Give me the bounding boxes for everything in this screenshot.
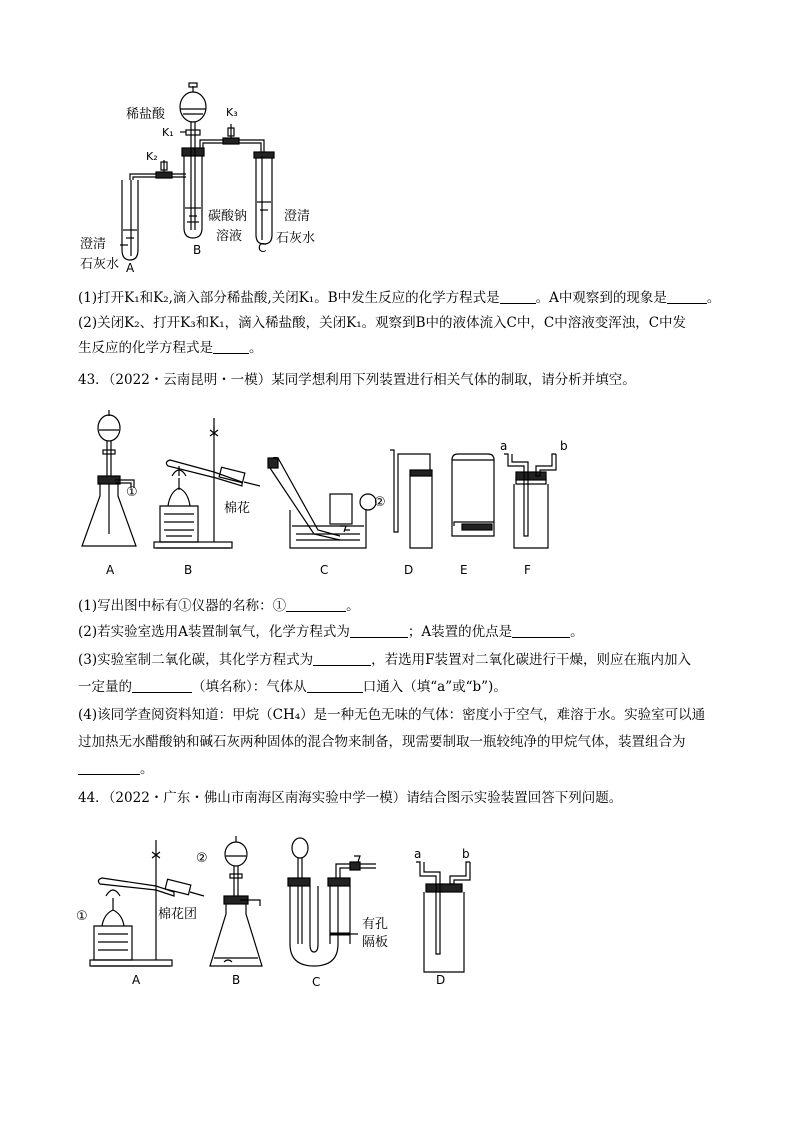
q43-header: 43．（2022・云南昆明・一模）某同学想利用下列装置进行相关气体的制取，请分析并填空。: [78, 372, 636, 388]
q43-part2: (2)若实验室选用A装置制氧气，化学方程式为 ；A装置的优点是 。: [78, 624, 584, 640]
label-d: D: [404, 563, 414, 577]
label-c: C: [320, 563, 329, 577]
apparatus-d: [416, 862, 470, 972]
port-a-label: a: [414, 847, 422, 861]
circle-2: ②: [374, 495, 386, 510]
label-d: D: [436, 973, 446, 987]
answer-blank[interactable]: [350, 623, 408, 638]
answer-blank[interactable]: [313, 651, 371, 666]
tube-b-to-c: [200, 124, 264, 156]
figure-42-apparatus: [76, 80, 336, 280]
label-a: A: [132, 973, 141, 987]
answer-blank[interactable]: [132, 678, 192, 693]
limewater-a-label-2: 石灰水: [80, 257, 120, 272]
label-e: E: [460, 563, 468, 577]
circle-2: ②: [196, 851, 208, 866]
tube-a-label: A: [126, 261, 135, 275]
q43-part4-end: 。: [78, 759, 738, 779]
cotton-label: 棉花团: [158, 907, 198, 922]
answer-blank[interactable]: [667, 289, 707, 304]
q44-header: 44．（2022・广东・佛山市南海区南海实验中学一模）请结合图示实验装置回答下列问题。: [78, 790, 623, 806]
answer-blank[interactable]: [286, 597, 346, 612]
test-tube-a: [120, 180, 138, 260]
k2-label: K₂: [146, 150, 158, 163]
apparatus-c: [268, 458, 376, 549]
figure-43-apparatus: [74, 406, 584, 582]
apparatus-b: [154, 418, 260, 548]
label-c: C: [312, 975, 321, 989]
circle-1: ①: [76, 909, 88, 924]
answer-blank[interactable]: [78, 760, 140, 775]
acid-label: 稀盐酸: [126, 107, 166, 122]
q43-part4-cont: 过加热无水醋酸钠和碱石灰两种固体的混合物来制备，现需要制取一瓶较纯净的甲烷气体，装置组合为: [78, 734, 686, 750]
q43-part3: (3)实验室制二氧化碳，其化学方程式为 ，若选用F装置对二氧化碳进行干燥，则应在瓶内加入: [78, 652, 691, 668]
figure-44-apparatus: [74, 834, 494, 994]
limewater-a-label-1: 澄清: [80, 237, 107, 252]
answer-blank[interactable]: [307, 678, 363, 693]
tube-c-label: C: [258, 241, 267, 255]
q42-part2: (2)关闭K₂、打开K₃和K₁，滴入稀盐酸，关闭K₁。观察到B中的液体流入C中，C中溶液变浑浊，C中发: [78, 315, 687, 331]
answer-blank[interactable]: [512, 623, 570, 638]
label-f: F: [524, 563, 531, 577]
apparatus-d: [390, 450, 432, 548]
q43-part4: (4)该同学查阅资料知道：甲烷（CH₄）是一种无色无味的气体：密度小于空气，难溶于水。实验室可以通: [78, 707, 706, 723]
q43-part3-cont: 一定量的 （填名称）：气体从 口通入（填“a”或“b”)。: [78, 679, 507, 695]
apparatus-a: [82, 410, 136, 546]
label-a: A: [106, 563, 115, 577]
apparatus-a: [90, 840, 204, 966]
q42-part2-cont: 生反应的化学方程式是 。: [78, 340, 263, 356]
label-b: B: [184, 563, 193, 577]
port-b-label: b: [560, 439, 568, 453]
port-a-label: a: [500, 439, 508, 453]
solution-label: 溶液: [216, 229, 243, 244]
cotton-label: 棉花: [224, 501, 251, 516]
port-b-label: b: [462, 847, 470, 861]
tube-b-to-a: [130, 160, 186, 180]
circle-1: ①: [126, 485, 138, 500]
k1-label: K₁: [162, 126, 174, 139]
tube-b-label: B: [193, 243, 202, 257]
holes-label-1: 有孔: [362, 917, 389, 932]
answer-blank[interactable]: [213, 339, 249, 354]
apparatus-e: [452, 454, 494, 536]
q42-part1: (1)打开K₁和K₂,滴入部分稀盐酸,关闭K₁。B中发生反应的化学方程式是 。A中观察到的现象是 。: [78, 290, 721, 306]
answer-blank[interactable]: [500, 289, 536, 304]
test-tube-c: [254, 152, 274, 244]
holes-label-2: 隔板: [362, 935, 389, 950]
apparatus-b: [210, 836, 262, 966]
q43-part1: (1)写出图中标有①仪器的名称：① 。: [78, 598, 360, 614]
test-tube-b: [182, 136, 204, 238]
carbonate-label: 碳酸钠: [208, 209, 248, 224]
separatory-funnel: [180, 83, 206, 136]
k3-label: K₃: [226, 106, 238, 119]
limewater-c-label-2: 石灰水: [276, 231, 316, 246]
label-b: B: [232, 973, 241, 987]
apparatus-f: [504, 454, 556, 548]
limewater-c-label-1: 澄清: [284, 209, 311, 224]
